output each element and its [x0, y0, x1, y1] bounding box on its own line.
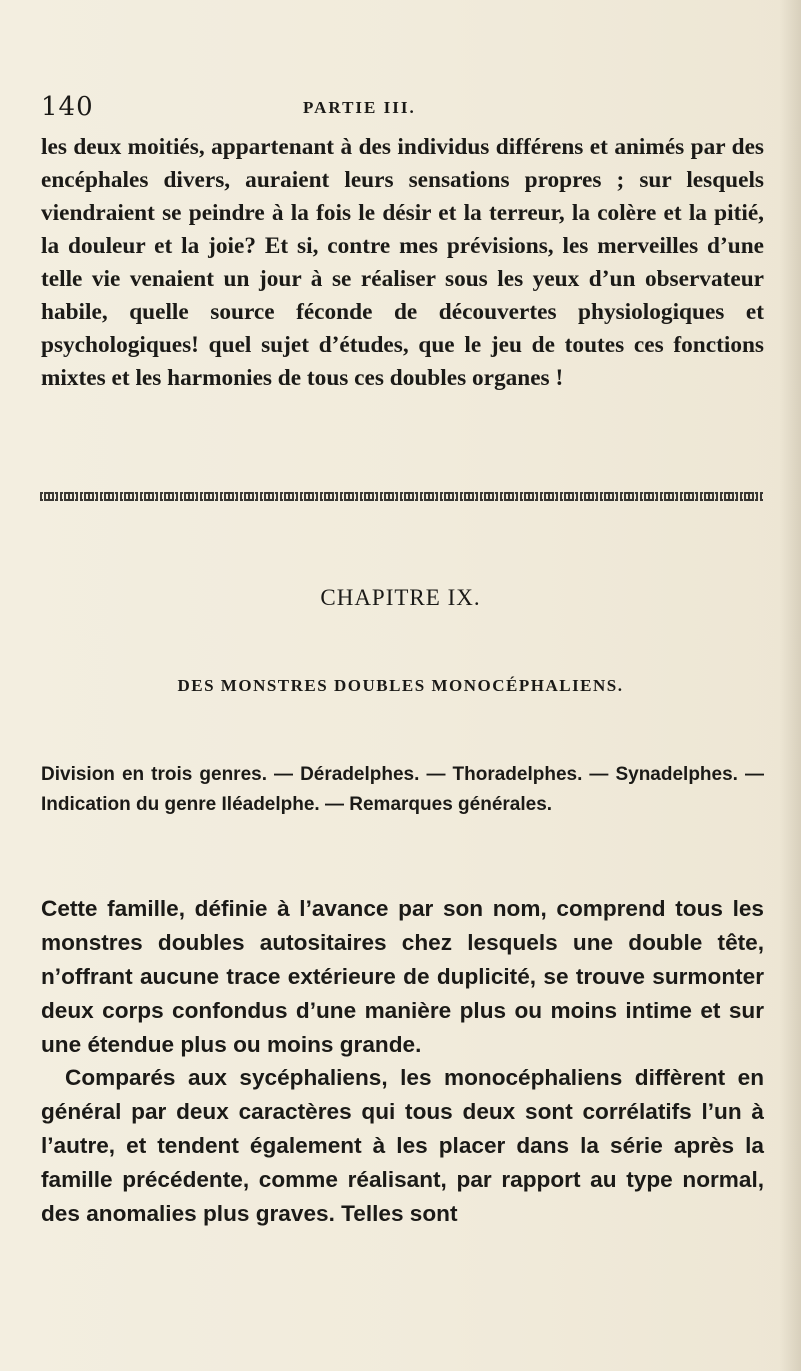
ornamental-divider: [40, 492, 763, 501]
paragraph-comparison: Comparés aux sycéphaliens, les monocéphaliens diffèrent en général par deux caractères qui tous deux sont corrélatifs l’un à l’autre, et tendent également à les placer dans la série après la famille précédente, comme réalisant, par rapport au type normal, des anomalies plus graves. Telles sont: [41, 1065, 764, 1226]
paragraph-continued: les deux moitiés, appartenant à des individus différens et animés par des encéphales divers, auraient leurs sensations propres ; sur lesquels viendraient se peindre à la fois le désir et la terreur, la colère et la pitié, la douleur et la joie? Et si, contre mes prévisions, les merveilles d’une telle vie venaient un jour à se réaliser sous les yeux d’un observateur habile, quelle source féconde de découvertes physiologiques et psychologiques! quel sujet d’études, que le jeu de toutes ces fonctions mixtes et les harmonies de tous ces doubles organes !: [41, 134, 764, 391]
chapter-title: CHAPITRE IX.: [320, 585, 481, 610]
page-header: [41, 92, 761, 122]
chapter-subtitle: DES MONSTRES DOUBLES MONOCÉPHALIENS.: [177, 676, 624, 695]
chapter-summary: Division en trois genres. — Déradelphes. — Thoradelphes. — Synadelphes. — Indication du genre Iléadelphe. — Remarques générales.: [41, 764, 764, 815]
paragraph-intro: Cette famille, définie à l’avance par son nom, comprend tous les monstres doubles autositaires chez lesquels une double tête, n’offrant aucune trace extérieure de duplicité, se trouve surmonter deux corps confondus d’une manière plus ou moins intime et sur une étendue plus ou moins grande.: [41, 896, 764, 1057]
running-head: PARTIE III.: [303, 98, 416, 117]
page-number: 140: [41, 92, 94, 122]
